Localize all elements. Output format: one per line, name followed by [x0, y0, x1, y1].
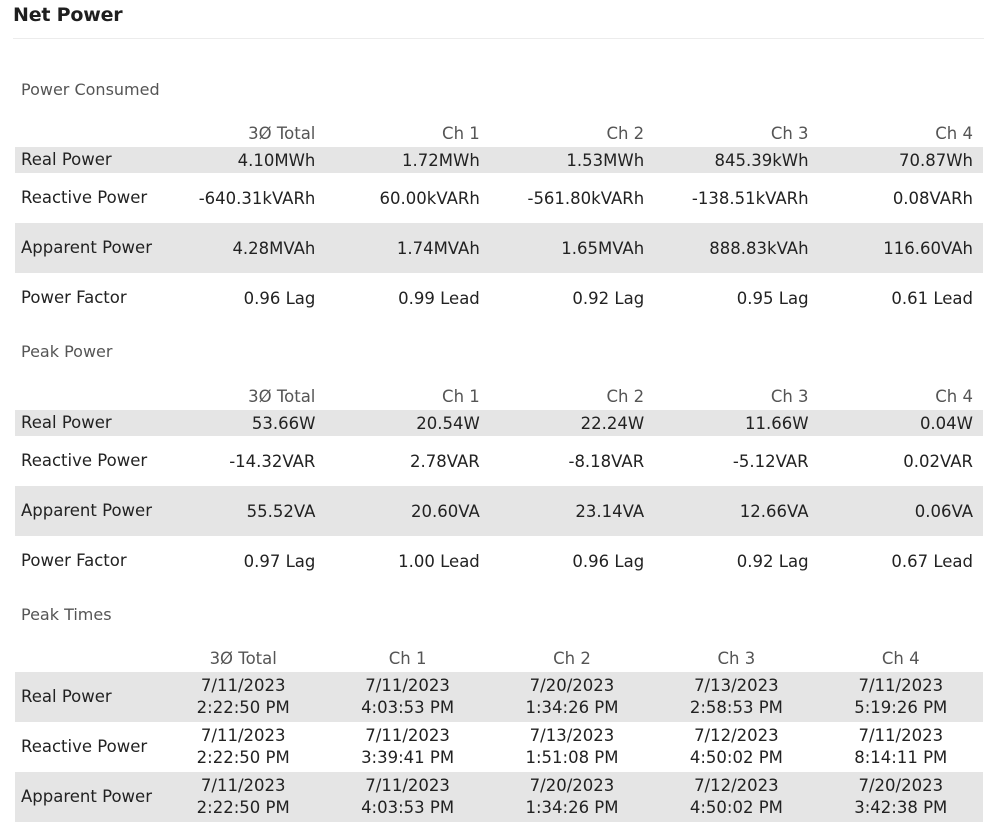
table-cell: 0.99 Lead — [398, 288, 480, 308]
table-cell: 4.10MWh — [161, 147, 325, 173]
table-header-row — [15, 383, 983, 410]
peak-date: 7/12/2023 — [694, 726, 779, 745]
table-row-apparent-power — [15, 486, 983, 536]
peak-date: 7/11/2023 — [200, 776, 286, 795]
peak-date: 7/11/2023 — [365, 776, 450, 795]
table-row-real-power — [15, 147, 983, 173]
table-cell: -561.80kVARh — [527, 188, 645, 208]
table-cell: 0.06VA — [819, 486, 983, 536]
header-ch2: Ch 2 — [606, 387, 645, 406]
title-divider — [13, 38, 984, 39]
table-cell: 0.92 Lag — [736, 551, 809, 571]
peak-date: 7/11/2023 — [365, 676, 450, 695]
peak-date: 7/12/2023 — [694, 776, 779, 795]
table-cell: 116.60VAh — [819, 223, 983, 273]
header-3phase-total: 3Ø Total — [209, 649, 277, 668]
table-cell: 0.95 Lag — [736, 288, 809, 308]
peak-date: 7/20/2023 — [529, 776, 615, 795]
table-cell: 0.92 Lag — [572, 288, 645, 308]
table-row-apparent-power — [15, 772, 983, 822]
header-3phase-total: 3Ø Total — [248, 124, 316, 143]
table-cell: 1.74MVAh — [325, 223, 489, 273]
table-cell: 0.96 Lag — [572, 551, 645, 571]
table-cell — [490, 722, 654, 772]
table-cell — [490, 772, 654, 822]
peak-date: 7/13/2023 — [694, 676, 779, 695]
row-label: Real Power — [15, 410, 161, 436]
header-ch2: Ch 2 — [606, 124, 645, 143]
peak-times-table — [15, 645, 983, 822]
table-cell: 0.08VARh — [892, 188, 973, 208]
table-cell: 23.14VA — [490, 486, 654, 536]
table-cell — [325, 672, 489, 722]
header-3phase-total: 3Ø Total — [248, 387, 316, 406]
power-consumed-table — [15, 120, 983, 323]
peak-time: 4:50:02 PM — [689, 748, 783, 767]
table-row-reactive-power — [15, 173, 983, 223]
table-cell: 0.02VAR — [903, 451, 973, 471]
table-header-row — [15, 645, 983, 672]
table-cell: -14.32VAR — [229, 451, 316, 471]
row-label: Reactive Power — [21, 737, 148, 756]
table-cell — [161, 772, 325, 822]
table-cell: 1.53MWh — [490, 147, 654, 173]
peak-power-table — [15, 383, 983, 586]
table-row-reactive-power — [15, 436, 983, 486]
peak-time: 2:22:50 PM — [196, 698, 290, 717]
header-ch4: Ch 4 — [881, 649, 920, 668]
peak-date: 7/11/2023 — [200, 726, 286, 745]
table-cell: 4.28MVAh — [161, 223, 325, 273]
peak-time: 1:34:26 PM — [525, 798, 619, 817]
table-cell — [819, 672, 983, 722]
table-cell — [325, 722, 489, 772]
table-cell: 888.83kVAh — [654, 223, 818, 273]
table-cell: 53.66W — [161, 410, 325, 436]
peak-date: 7/11/2023 — [858, 676, 944, 695]
table-cell: 1.72MWh — [325, 147, 489, 173]
header-ch2: Ch 2 — [553, 649, 591, 668]
peak-time: 5:19:26 PM — [854, 698, 948, 717]
table-row-apparent-power — [15, 223, 983, 273]
header-blank — [15, 120, 161, 147]
table-header-row — [15, 120, 983, 147]
section-label-peak-times: Peak Times — [21, 605, 112, 624]
peak-time: 1:51:08 PM — [525, 748, 619, 767]
row-label: Reactive Power — [21, 451, 148, 470]
row-label: Real Power — [15, 672, 161, 722]
peak-date: 7/20/2023 — [529, 676, 615, 695]
row-label: Power Factor — [21, 288, 127, 307]
table-cell: 1.65MVAh — [490, 223, 654, 273]
table-cell — [819, 772, 983, 822]
peak-date: 7/20/2023 — [858, 776, 944, 795]
table-cell — [654, 672, 818, 722]
table-row-power-factor — [15, 273, 983, 323]
table-cell: 0.04W — [819, 410, 983, 436]
table-row-power-factor — [15, 536, 983, 586]
row-label: Real Power — [15, 147, 161, 173]
table-cell: 20.54W — [325, 410, 489, 436]
table-cell: 22.24W — [490, 410, 654, 436]
table-cell: 0.61 Lead — [891, 288, 973, 308]
row-label: Reactive Power — [21, 188, 148, 207]
header-ch1: Ch 1 — [442, 387, 480, 406]
header-blank — [15, 645, 161, 672]
table-row-real-power — [15, 410, 983, 436]
page-title: Net Power — [13, 4, 123, 26]
table-cell: 60.00kVARh — [379, 188, 480, 208]
table-cell: 845.39kWh — [654, 147, 818, 173]
peak-time: 2:22:50 PM — [196, 748, 290, 767]
peak-time: 3:39:41 PM — [361, 748, 455, 767]
header-ch4: Ch 4 — [935, 387, 973, 406]
peak-time: 8:14:11 PM — [854, 748, 948, 767]
table-cell: -8.18VAR — [568, 451, 645, 471]
table-cell — [654, 772, 818, 822]
table-cell: 2.78VAR — [410, 451, 480, 471]
table-cell: 11.66W — [654, 410, 818, 436]
table-cell: -640.31kVARh — [198, 188, 316, 208]
peak-time: 4:50:02 PM — [689, 798, 783, 817]
peak-time: 3:42:38 PM — [854, 798, 948, 817]
table-row-reactive-power — [15, 722, 983, 772]
header-ch1: Ch 1 — [388, 649, 427, 668]
header-ch3: Ch 3 — [770, 387, 809, 406]
peak-time: 4:03:53 PM — [361, 798, 455, 817]
section-label-power-consumed: Power Consumed — [21, 80, 160, 99]
table-cell: 12.66VA — [654, 486, 818, 536]
table-cell: -138.51kVARh — [691, 188, 809, 208]
peak-time: 2:58:53 PM — [689, 698, 783, 717]
table-cell — [161, 722, 325, 772]
section-label-peak-power: Peak Power — [21, 342, 113, 361]
row-label: Apparent Power — [15, 223, 161, 273]
table-cell: 0.97 Lag — [243, 551, 316, 571]
header-blank — [15, 383, 161, 410]
table-cell — [819, 722, 983, 772]
table-cell — [325, 772, 489, 822]
row-label: Apparent Power — [15, 772, 161, 822]
peak-date: 7/13/2023 — [529, 726, 615, 745]
table-row-real-power — [15, 672, 983, 722]
header-ch1: Ch 1 — [442, 124, 480, 143]
table-cell: 0.67 Lead — [891, 551, 973, 571]
peak-date: 7/11/2023 — [200, 676, 286, 695]
table-cell — [161, 672, 325, 722]
header-ch3: Ch 3 — [717, 649, 756, 668]
peak-time: 4:03:53 PM — [361, 698, 455, 717]
peak-date: 7/11/2023 — [365, 726, 450, 745]
table-cell: 1.00 Lead — [398, 551, 480, 571]
header-ch3: Ch 3 — [770, 124, 809, 143]
peak-date: 7/11/2023 — [858, 726, 944, 745]
header-ch4: Ch 4 — [935, 124, 973, 143]
table-cell: 0.96 Lag — [243, 288, 316, 308]
row-label: Apparent Power — [15, 486, 161, 536]
table-cell: 70.87Wh — [819, 147, 983, 173]
table-cell: -5.12VAR — [732, 451, 809, 471]
table-cell — [654, 722, 818, 772]
peak-time: 2:22:50 PM — [196, 798, 290, 817]
row-label: Power Factor — [21, 551, 127, 570]
table-cell — [490, 672, 654, 722]
peak-time: 1:34:26 PM — [525, 698, 619, 717]
table-cell: 20.60VA — [325, 486, 489, 536]
table-cell: 55.52VA — [161, 486, 325, 536]
